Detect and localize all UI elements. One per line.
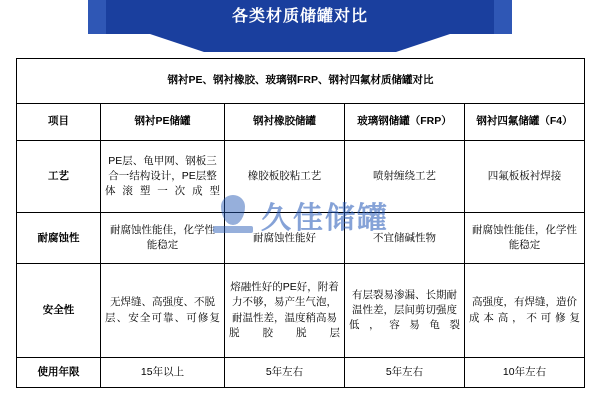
column-header-item: 项目 — [17, 104, 101, 141]
row-label-process: 工艺 — [17, 141, 101, 213]
cell-safety-frp: 有层裂易渗漏、长期耐温性差，层间剪切强度低，容易龟裂 — [345, 264, 465, 357]
cell-safety-ptfe: 高强度，有焊缝，造价成本高，不可修复 — [465, 264, 585, 357]
cell-corrosion-ptfe: 耐腐蚀性能佳，化学性能稳定 — [465, 213, 585, 264]
comparison-table-container — [16, 58, 584, 388]
page-title: 各类材质储罐对比 — [231, 8, 368, 25]
table-row — [17, 213, 585, 264]
table-row — [17, 264, 585, 357]
cell-lifespan-frp: 5年左右 — [345, 357, 465, 387]
column-header-pe: 钢衬PE储罐 — [101, 104, 225, 141]
cell-process-pe: PE层、龟甲网、钢板三合一结构设计，PE层整体滚塑一次成型 — [101, 141, 225, 213]
row-label-corrosion: 耐腐蚀性 — [17, 213, 101, 264]
table-row — [17, 357, 585, 387]
row-label-safety: 安全性 — [17, 264, 101, 357]
cell-corrosion-rubber: 耐腐蚀性能好 — [225, 213, 345, 264]
cell-safety-rubber: 熔融性好的PE好，附着力不够，易产生气泡，耐温性差，温度稍高易脱胶脱层 — [225, 264, 345, 357]
column-header-frp: 玻璃钢储罐（FRP） — [345, 104, 465, 141]
cell-corrosion-pe: 耐腐蚀性能佳，化学性能稳定 — [101, 213, 225, 264]
header-banner — [0, 0, 600, 52]
column-header-rubber: 钢衬橡胶储罐 — [225, 104, 345, 141]
cell-process-ptfe: 四氟板板衬焊接 — [465, 141, 585, 213]
cell-process-rubber: 橡胶板胶粘工艺 — [225, 141, 345, 213]
cell-corrosion-frp: 不宜储碱性物 — [345, 213, 465, 264]
table-title: 钢衬PE、钢衬橡胶、玻璃钢FRP、钢衬四氟材质储罐对比 — [17, 59, 585, 104]
row-label-lifespan: 使用年限 — [17, 357, 101, 387]
table-row — [17, 141, 585, 213]
table-title-row — [17, 59, 585, 104]
cell-lifespan-ptfe: 10年左右 — [465, 357, 585, 387]
table-header-row — [17, 104, 585, 141]
cell-lifespan-pe: 15年以上 — [101, 357, 225, 387]
watermark-text: 久佳储罐 — [261, 202, 389, 235]
cell-process-frp: 喷射缠绕工艺 — [345, 141, 465, 213]
cell-lifespan-rubber: 5年左右 — [225, 357, 345, 387]
comparison-table — [16, 58, 585, 388]
cell-safety-pe: 无焊缝、高强度、不脱层、安全可靠、可修复 — [101, 264, 225, 357]
column-header-ptfe: 钢衬四氟储罐（F4） — [465, 104, 585, 141]
